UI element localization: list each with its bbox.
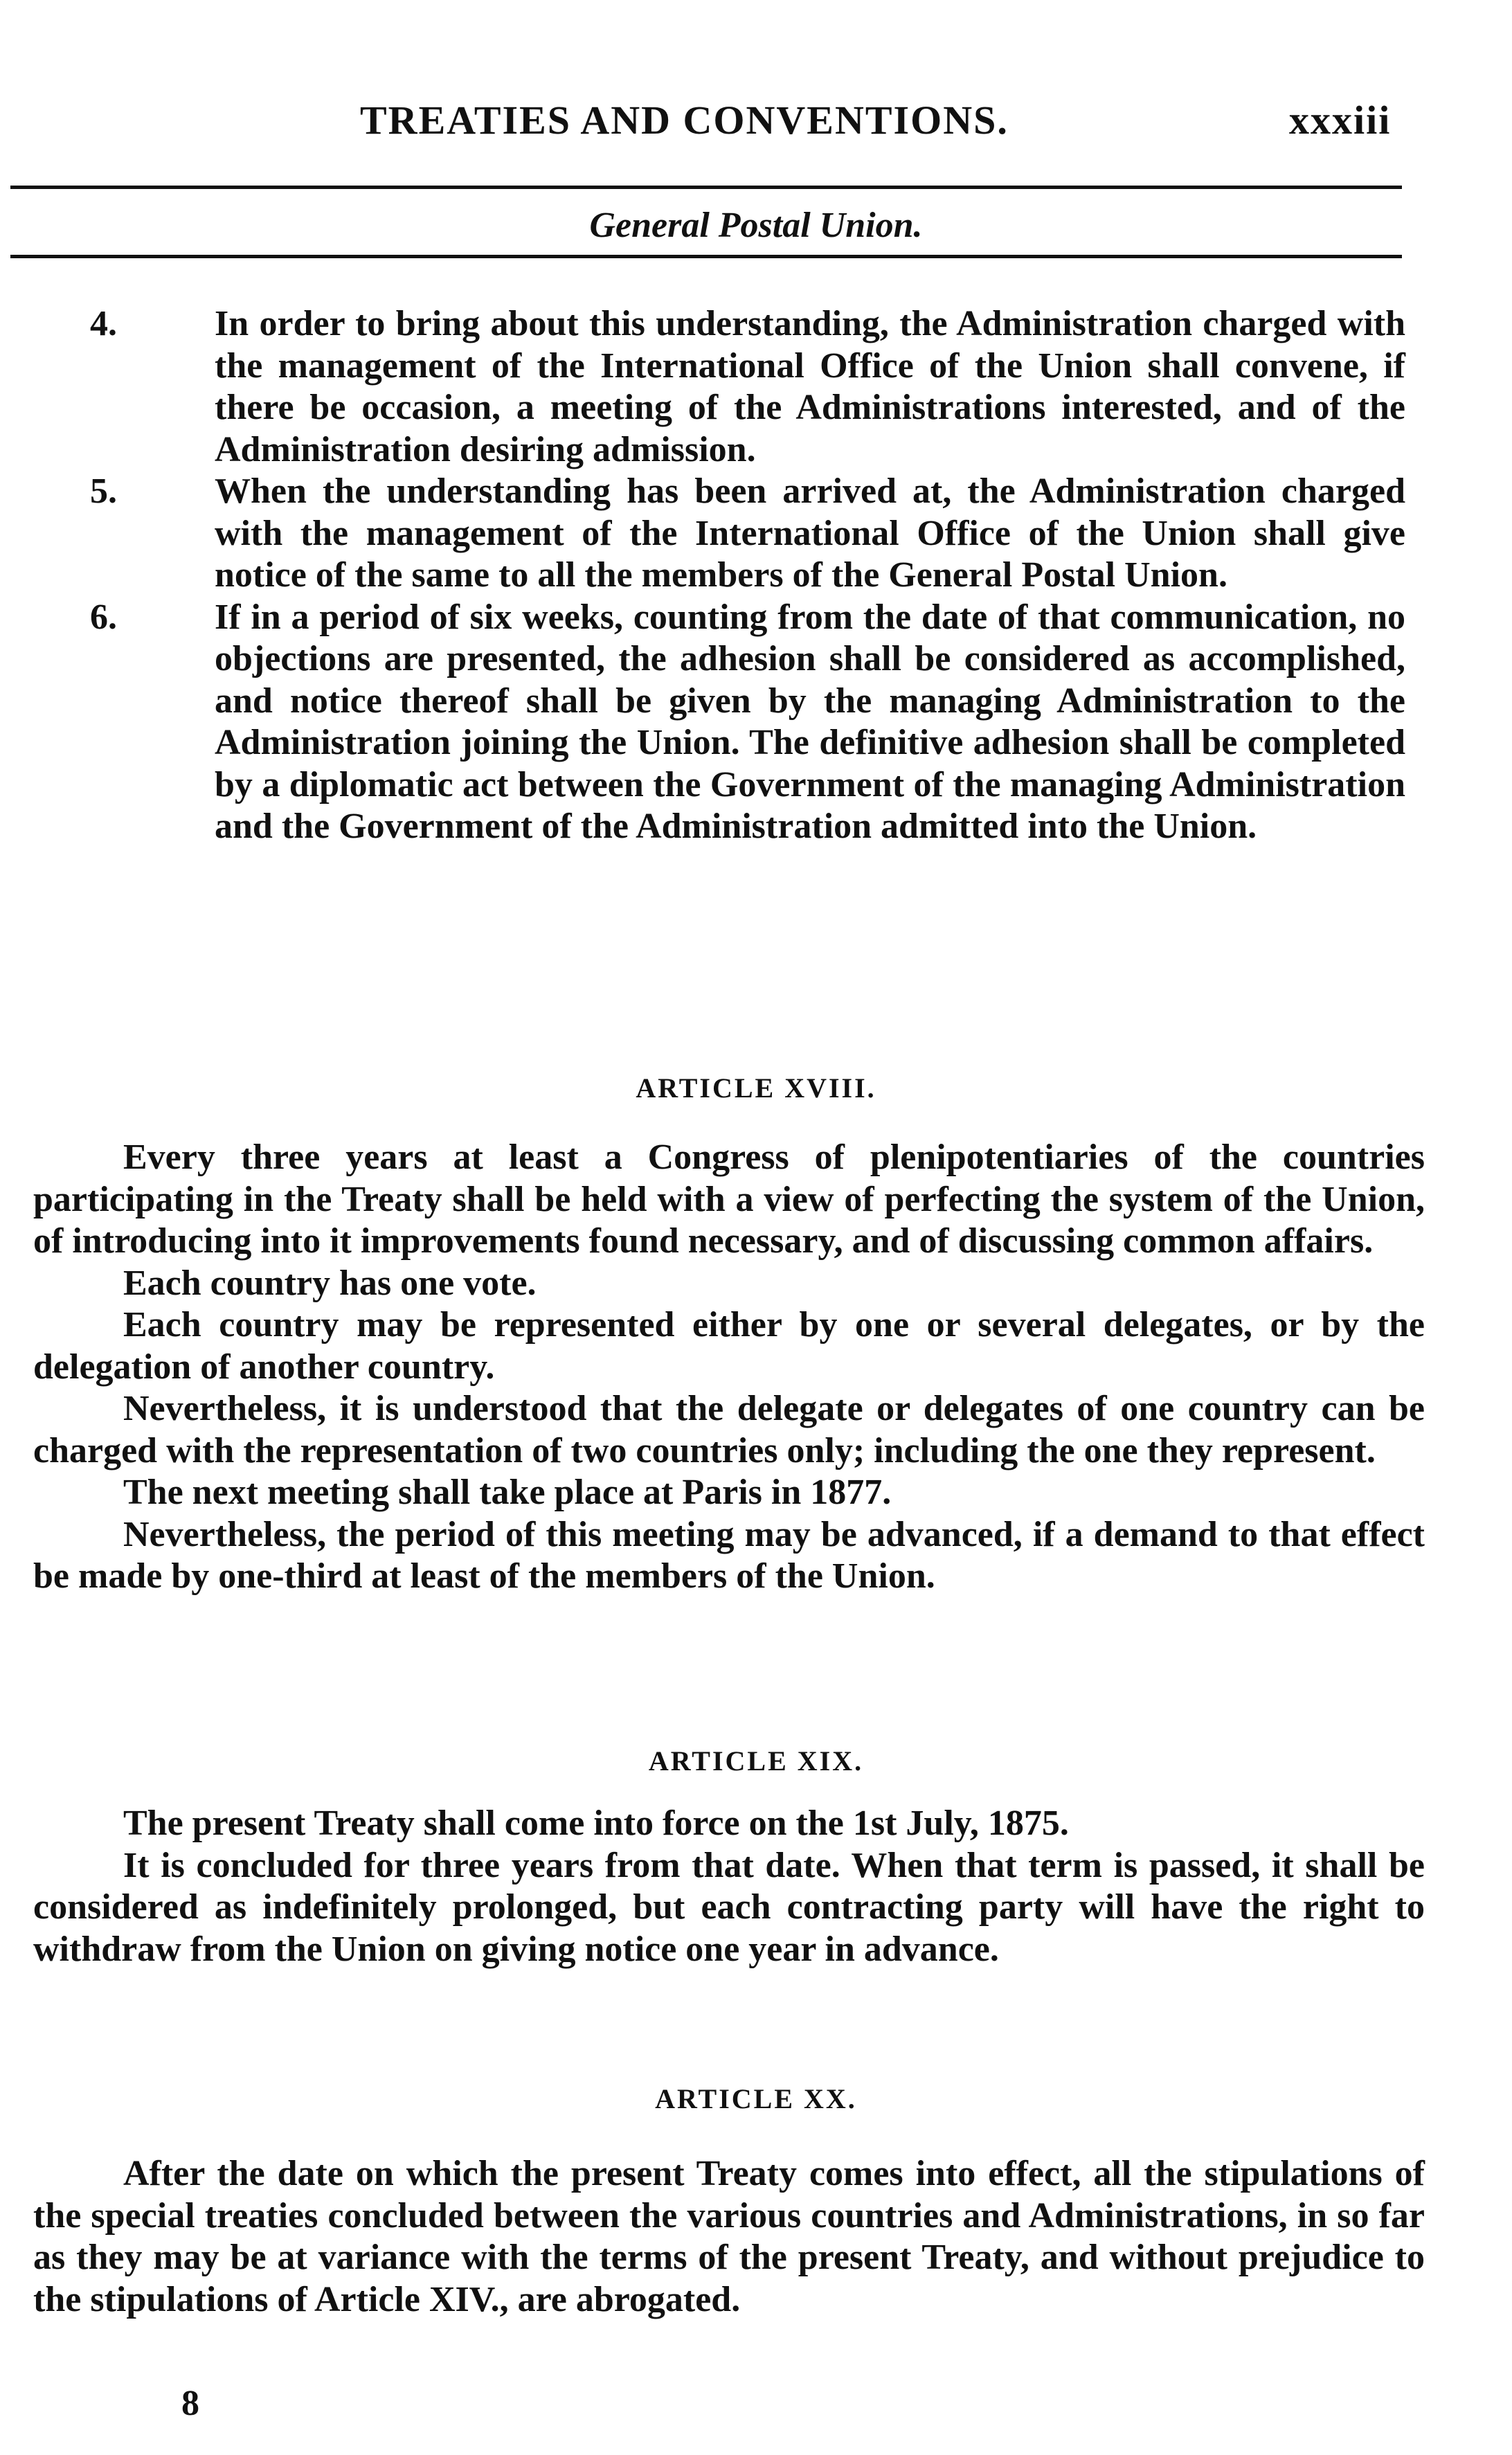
signature-mark: 8	[181, 2384, 199, 2423]
paragraph-text: When the understanding has been arrived at, the Administration charged with the management of the International Office of the Union shall give notice of the same to all the members of the General Postal Union.	[215, 471, 1405, 595]
section-title: General Postal Union.	[589, 206, 923, 245]
article-paragraph: Nevertheless, the period of this meeting may be advanced, if a demand to that effect be made by one-third at least of the members of the Union.	[33, 1514, 1425, 1596]
header-rule-top	[10, 186, 1402, 189]
paragraph-text: If in a period of six weeks, counting from the date of that communication, no objections are presented, the adhesion shall be considered as accomplished, and notice thereof shall be given by the managing Administration to the Administration joining the Union. The definitive adhesion shall be completed by a diplomatic act between the Government of the managing Administration and the Government of the Administration admitted into the Union.	[215, 597, 1405, 846]
running-title: TREATIES AND CONVENTIONS.	[360, 98, 1009, 143]
article-paragraph: Nevertheless, it is understood that the delegate or delegates of one country can be charged with the representation of two countries only; including the one they represent.	[33, 1389, 1425, 1471]
paragraph-number: 6.	[90, 597, 117, 637]
article-xx-body	[33, 2153, 1425, 2321]
article-paragraph: It is concluded for three years from that date. When that term is passed, it shall be considered as indefinitely prolonged, but each contracting party will have the right to withdraw from the Union on giving notice one year in advance.	[33, 1845, 1425, 1969]
paragraph-number: 4.	[90, 304, 117, 343]
article-paragraph: The next meeting shall take place at Paris in 1877.	[123, 1473, 892, 1512]
article-paragraph: The present Treaty shall come into force on the 1st July, 1875.	[123, 1804, 1069, 1843]
article-heading-xviii: ARTICLE XVIII.	[636, 1072, 876, 1104]
article-paragraph: Each country may be represented either by one or several delegates, or by the delegation of another country.	[33, 1305, 1425, 1387]
article-paragraph: After the date on which the present Treaty comes into effect, all the stipulations of the special treaties concluded between the various countries and Administrations, in so far as they may be at variance with the terms of the present Treaty, and without prejudice to the stipulations of Article XIV., are abrogated.	[33, 2154, 1425, 2319]
article-xix-body	[33, 1803, 1425, 1970]
paragraph-text: In order to bring about this understanding, the Administration charged with the management of the International Office of the Union shall convene, if there be occasion, a meeting of the Administrations interested, and of the Administration desiring admission.	[215, 304, 1405, 469]
page-number: xxxiii	[1289, 98, 1392, 143]
header-rule-bottom	[10, 255, 1402, 258]
numbered-paragraph-6	[90, 597, 1405, 848]
paragraph-number: 5.	[90, 471, 117, 511]
numbered-paragraph-list	[90, 303, 1405, 848]
numbered-paragraph-4	[90, 303, 1405, 471]
numbered-paragraph-5	[90, 471, 1405, 597]
article-heading-xix: ARTICLE XIX.	[648, 1745, 864, 1777]
article-heading-xx: ARTICLE XX.	[655, 2083, 857, 2114]
article-paragraph: Every three years at least a Congress of plenipotentiaries of the countries participating in the Treaty shall be held with a view of perfecting the system of the Union, of introducing into it improvements found necessary, and of discussing common affairs.	[33, 1137, 1425, 1261]
article-xviii-body	[33, 1137, 1425, 1598]
article-paragraph: Each country has one vote.	[123, 1263, 537, 1303]
